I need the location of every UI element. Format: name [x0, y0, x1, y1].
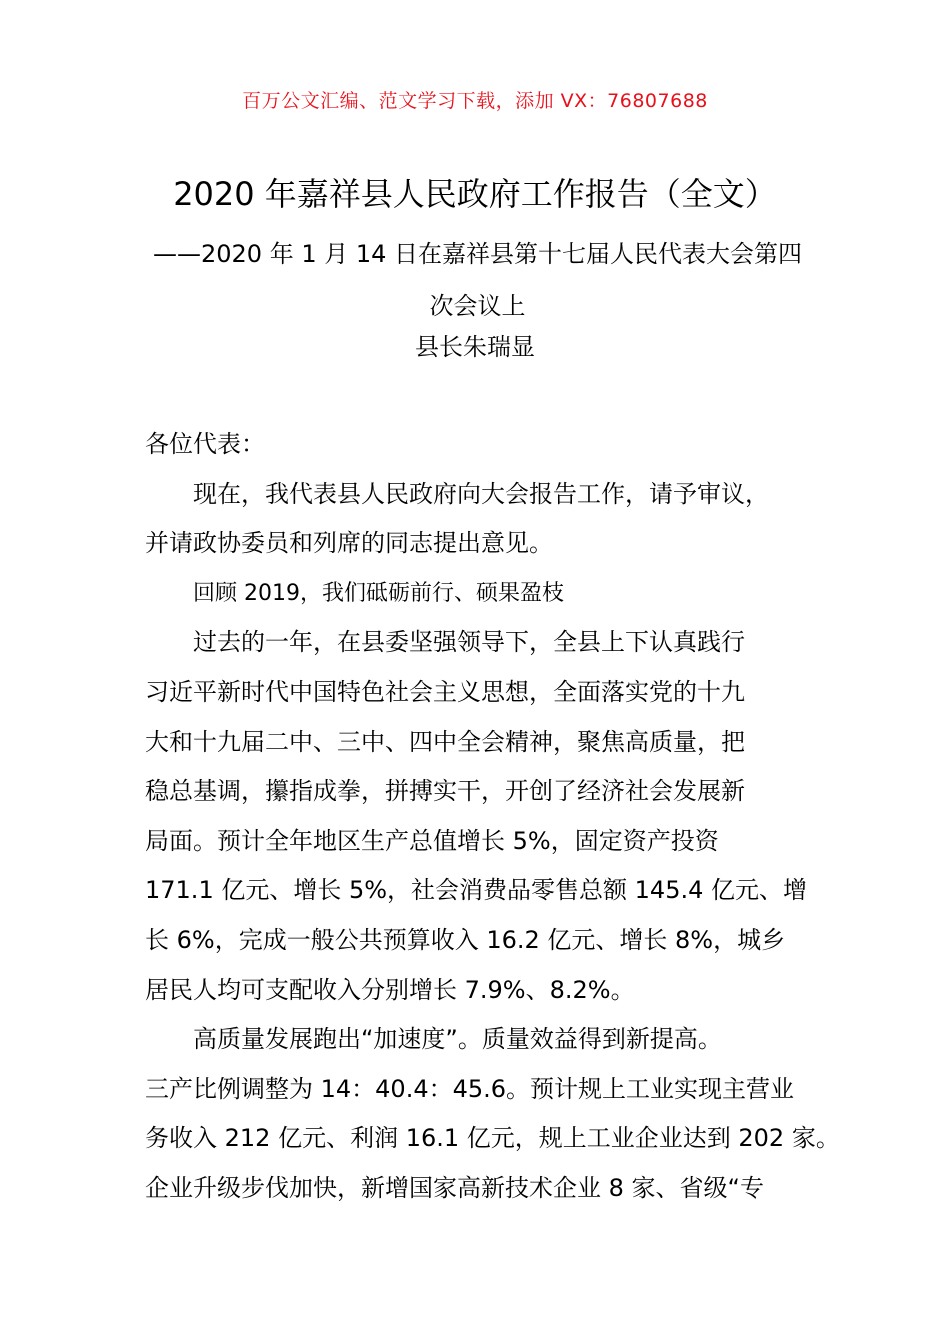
text-line: 高质量发展跑出“加速度”。质量效益得到新提高。 [193, 1025, 722, 1054]
section-heading [145, 569, 835, 619]
text-line: 稳总基调，攥指成拳，拼搏实干，开创了经济社会发展新 [145, 777, 745, 806]
text-line: 局面。预计全年地区生产总值增长 5%，固定资产投资 [145, 826, 719, 855]
document-body [145, 420, 840, 1214]
document-subtitle [145, 228, 810, 332]
text-line: 习近平新时代中国特色社会主义思想，全面落实党的十九 [145, 677, 745, 706]
subtitle-line: ——2020 年 1 月 14 日在嘉祥县第十七届人民代表大会第四 [152, 240, 803, 268]
document-title: 2020 年嘉祥县人民政府工作报告（全文） [173, 175, 777, 213]
text-line: 现在，我代表县人民政府向大会报告工作，请予审议， [193, 479, 769, 508]
text-line: 并请政协委员和列席的同志提出意见。 [145, 529, 553, 558]
paragraph-quality [145, 1015, 840, 1213]
text-line: 企业升级步伐加快，新增国家高新技术企业 8 家、省级“专 [145, 1173, 764, 1202]
text-line: 各位代表： [145, 430, 265, 458]
paragraph-review [145, 618, 835, 1015]
text-line: 务收入 212 亿元、利润 16.1 亿元，规上工业企业达到 202 家。 [145, 1124, 840, 1153]
text-line: 三产比例调整为 14：40.4：45.6。预计规上工业实现主营业 [145, 1074, 795, 1103]
text-line: 居民人均可支配收入分别增长 7.9%、8.2%。 [145, 975, 635, 1004]
text-line: 171.1 亿元、增长 5%，社会消费品零售总额 145.4 亿元、增 [145, 876, 808, 905]
subtitle-line: 次会议上 [429, 292, 526, 320]
text-line: 回顾 2019，我们砥砺前行、硕果盈枝 [193, 580, 564, 606]
text-line: 过去的一年，在县委坚强领导下，全县上下认真践行 [193, 628, 745, 657]
salutation [145, 420, 835, 470]
text-line: 大和十九届二中、三中、四中全会精神，聚焦高质量，把 [145, 727, 745, 756]
header-watermark-note: 百万公文汇编、范文学习下载，添加 VX：76807688 [242, 90, 708, 112]
text-line: 长 6%，完成一般公共预算收入 16.2 亿元、增长 8%，城乡 [145, 925, 786, 954]
paragraph-intro [145, 470, 835, 569]
document-author: 县长朱瑞显 [415, 333, 535, 361]
